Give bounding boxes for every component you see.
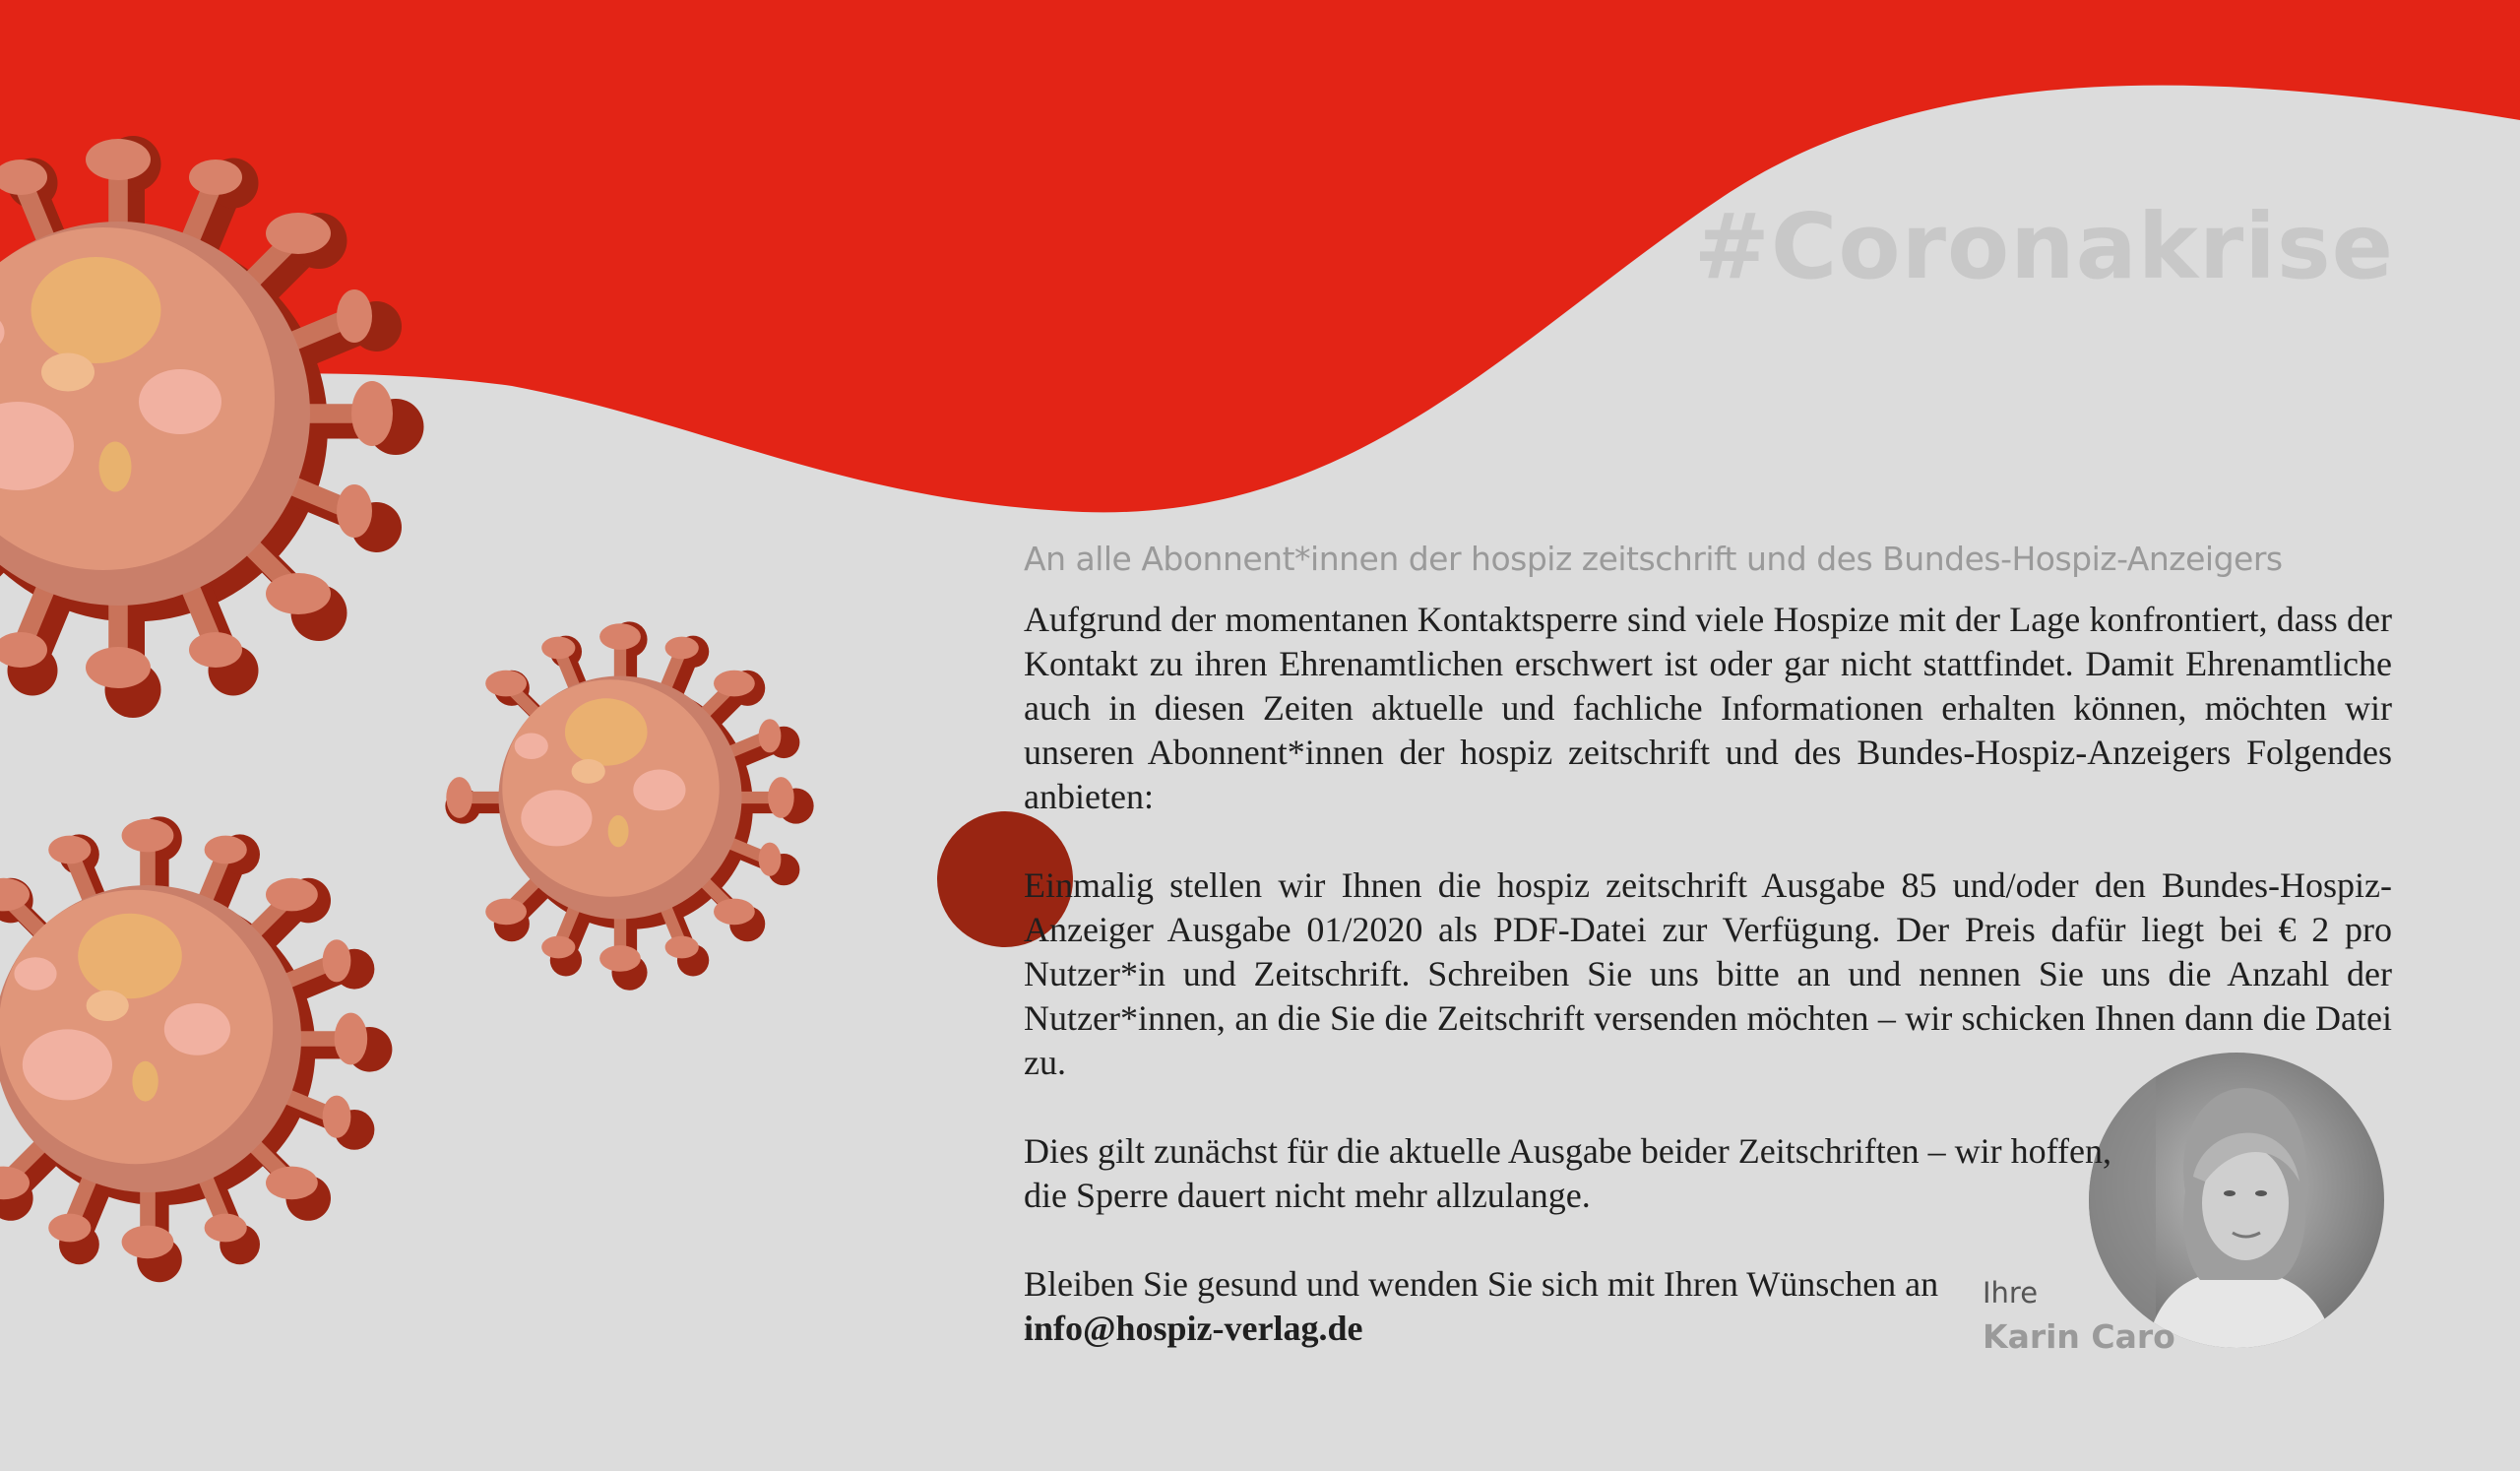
virus-illustration-2 [445,621,813,990]
email-link[interactable]: info@hospiz-verlag.de [1024,1309,1363,1348]
paragraph-3-line-1: Dies gilt zunächst für die aktuelle Ausgabe beider Zeitschriften – wir hoffen, [1024,1131,2111,1171]
signature-block [1983,1276,2175,1356]
letter-body [1024,540,2392,1395]
paragraph-2: Einmalig stellen wir Ihnen die hospiz zeitschrift Ausgabe 85 und/oder den Bundes-Hospiz-Anzeiger Ausgabe 01/2020 als PDF-Datei zur Verfügung. Der Preis dafür liegt bei € 2 pro Nutzer*in und Zeitschrift. Schreiben Sie uns bitte an und nennen Sie uns die Anzahl der Nutzer*innen, an die Sie die Zeitschrift versenden möchten – wir schicken Ihnen dann die Datei zu. [1024,865,2392,1082]
virus-illustration-3 [0,816,392,1282]
hashtag-title: #Coronakrise [1693,194,2394,299]
paragraph-3-line-2: die Sperre dauert nicht mehr allzulange. [1024,1176,1591,1215]
paragraph-4 [1024,1262,2392,1351]
paragraph-4-text: Bleiben Sie gesund und wenden Sie sich mit Ihren Wünschen an [1024,1264,1939,1304]
salutation: An alle Abonnent*innen der hospiz zeitschrift und des Bundes-Hospiz-Anzeigers [1024,540,2283,578]
signature-closing: Ihre [1983,1276,2039,1310]
signature-name: Karin Caro [1983,1317,2175,1356]
paragraph-3 [1024,1129,2392,1218]
paragraph-1: Aufgrund der momentanen Kontaktsperre sind viele Hospize mit der Lage konfrontiert, dass der Kontakt zu ihren Ehrenamtlichen erschwert ist oder gar nicht stattfindet. Damit Ehrenamtliche auch in diesen Zeiten aktuelle und fachliche Informationen erhalten können, möchten wir unseren Abonnent*innen der hospiz zeitschrift und des Bundes-Hospiz-Anzeigers Folgendes anbieten: [1024,600,2392,816]
